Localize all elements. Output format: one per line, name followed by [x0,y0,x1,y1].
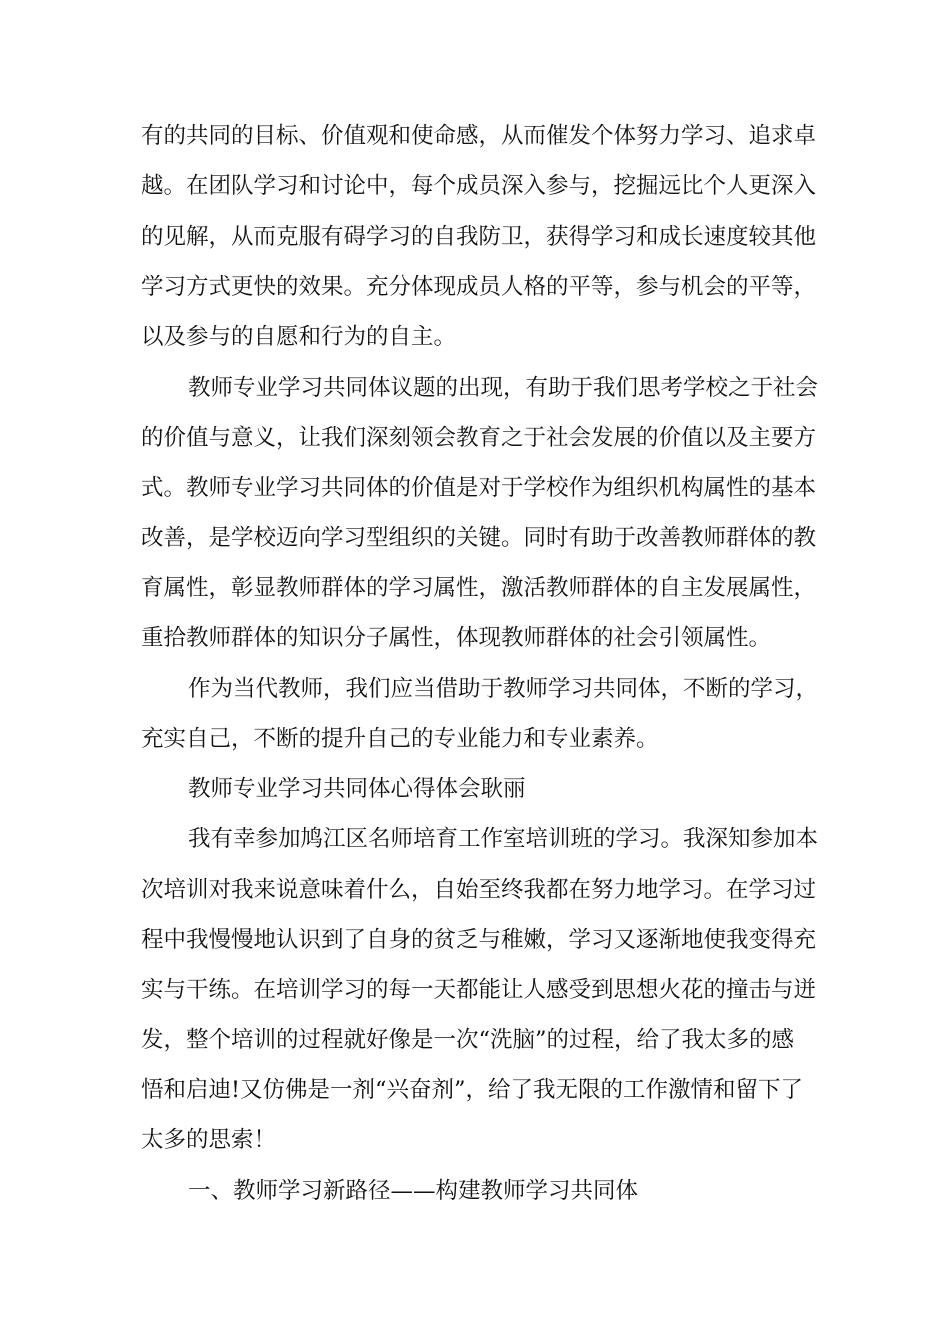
section-heading: 一、教师学习新路径——构建教师学习共同体 [188,1178,639,1204]
text-line: 充实自己，不断的提升自己的专业能力和专业素养。 [141,726,659,752]
text-line: 育属性，彰显教师群体的学习属性，激活教师群体的自主发展属性， [141,575,817,601]
text-line: 学习方式更快的效果。充分体现成员人格的平等，参与机会的平等， [141,274,817,300]
paragraph-start-line: 教师专业学习共同体议题的出现，有助于我们思考学校之于社会 [188,375,819,401]
text-line: 改善，是学校迈向学习型组织的关键。同时有助于改善教师群体的教 [141,525,817,551]
text-line: 悟和启迪!又仿佛是一剂“兴奋剂”，给了我无限的工作激情和留下了 [141,1077,804,1103]
text-line: 以及参与的自愿和行为的自主。 [141,324,457,350]
paragraph-start-line: 我有幸参加鸠江区名师培育工作室培训班的学习。我深知参加本 [188,826,819,852]
text-line: 实与干练。在培训学习的每一天都能让人感受到思想火花的撞击与迸 [141,977,817,1003]
text-line: 的价值与意义，让我们深刻领会教育之于社会发展的价值以及主要方 [141,425,817,451]
section-title: 教师专业学习共同体心得体会耿丽 [188,776,526,802]
text-line: 有的共同的目标、价值观和使命感，从而催发个体努力学习、追求卓 [141,123,817,149]
text-line: 越。在团队学习和讨论中，每个成员深入参与，挖掘远比个人更深入 [141,173,817,199]
text-line: 式。教师专业学习共同体的价值是对于学校作为组织机构属性的基本 [141,475,817,501]
paragraph-start-line: 作为当代教师，我们应当借助于教师学习共同体，不断的学习， [188,676,819,702]
text-line: 程中我慢慢地认识到了自身的贫乏与稚嫩，学习又逐渐地使我变得充 [141,927,817,953]
text-line: 发，整个培训的过程就好像是一次“洗脑”的过程，给了我太多的感 [141,1027,795,1053]
text-line: 重拾教师群体的知识分子属性，体现教师群体的社会引领属性。 [141,625,772,651]
text-line: 的见解，从而克服有碍学习的自我防卫，获得学习和成长速度较其他 [141,224,817,250]
text-line: 太多的思索！ [141,1127,277,1153]
text-line: 次培训对我来说意味着什么，自始至终我都在努力地学习。在学习过 [141,877,817,903]
